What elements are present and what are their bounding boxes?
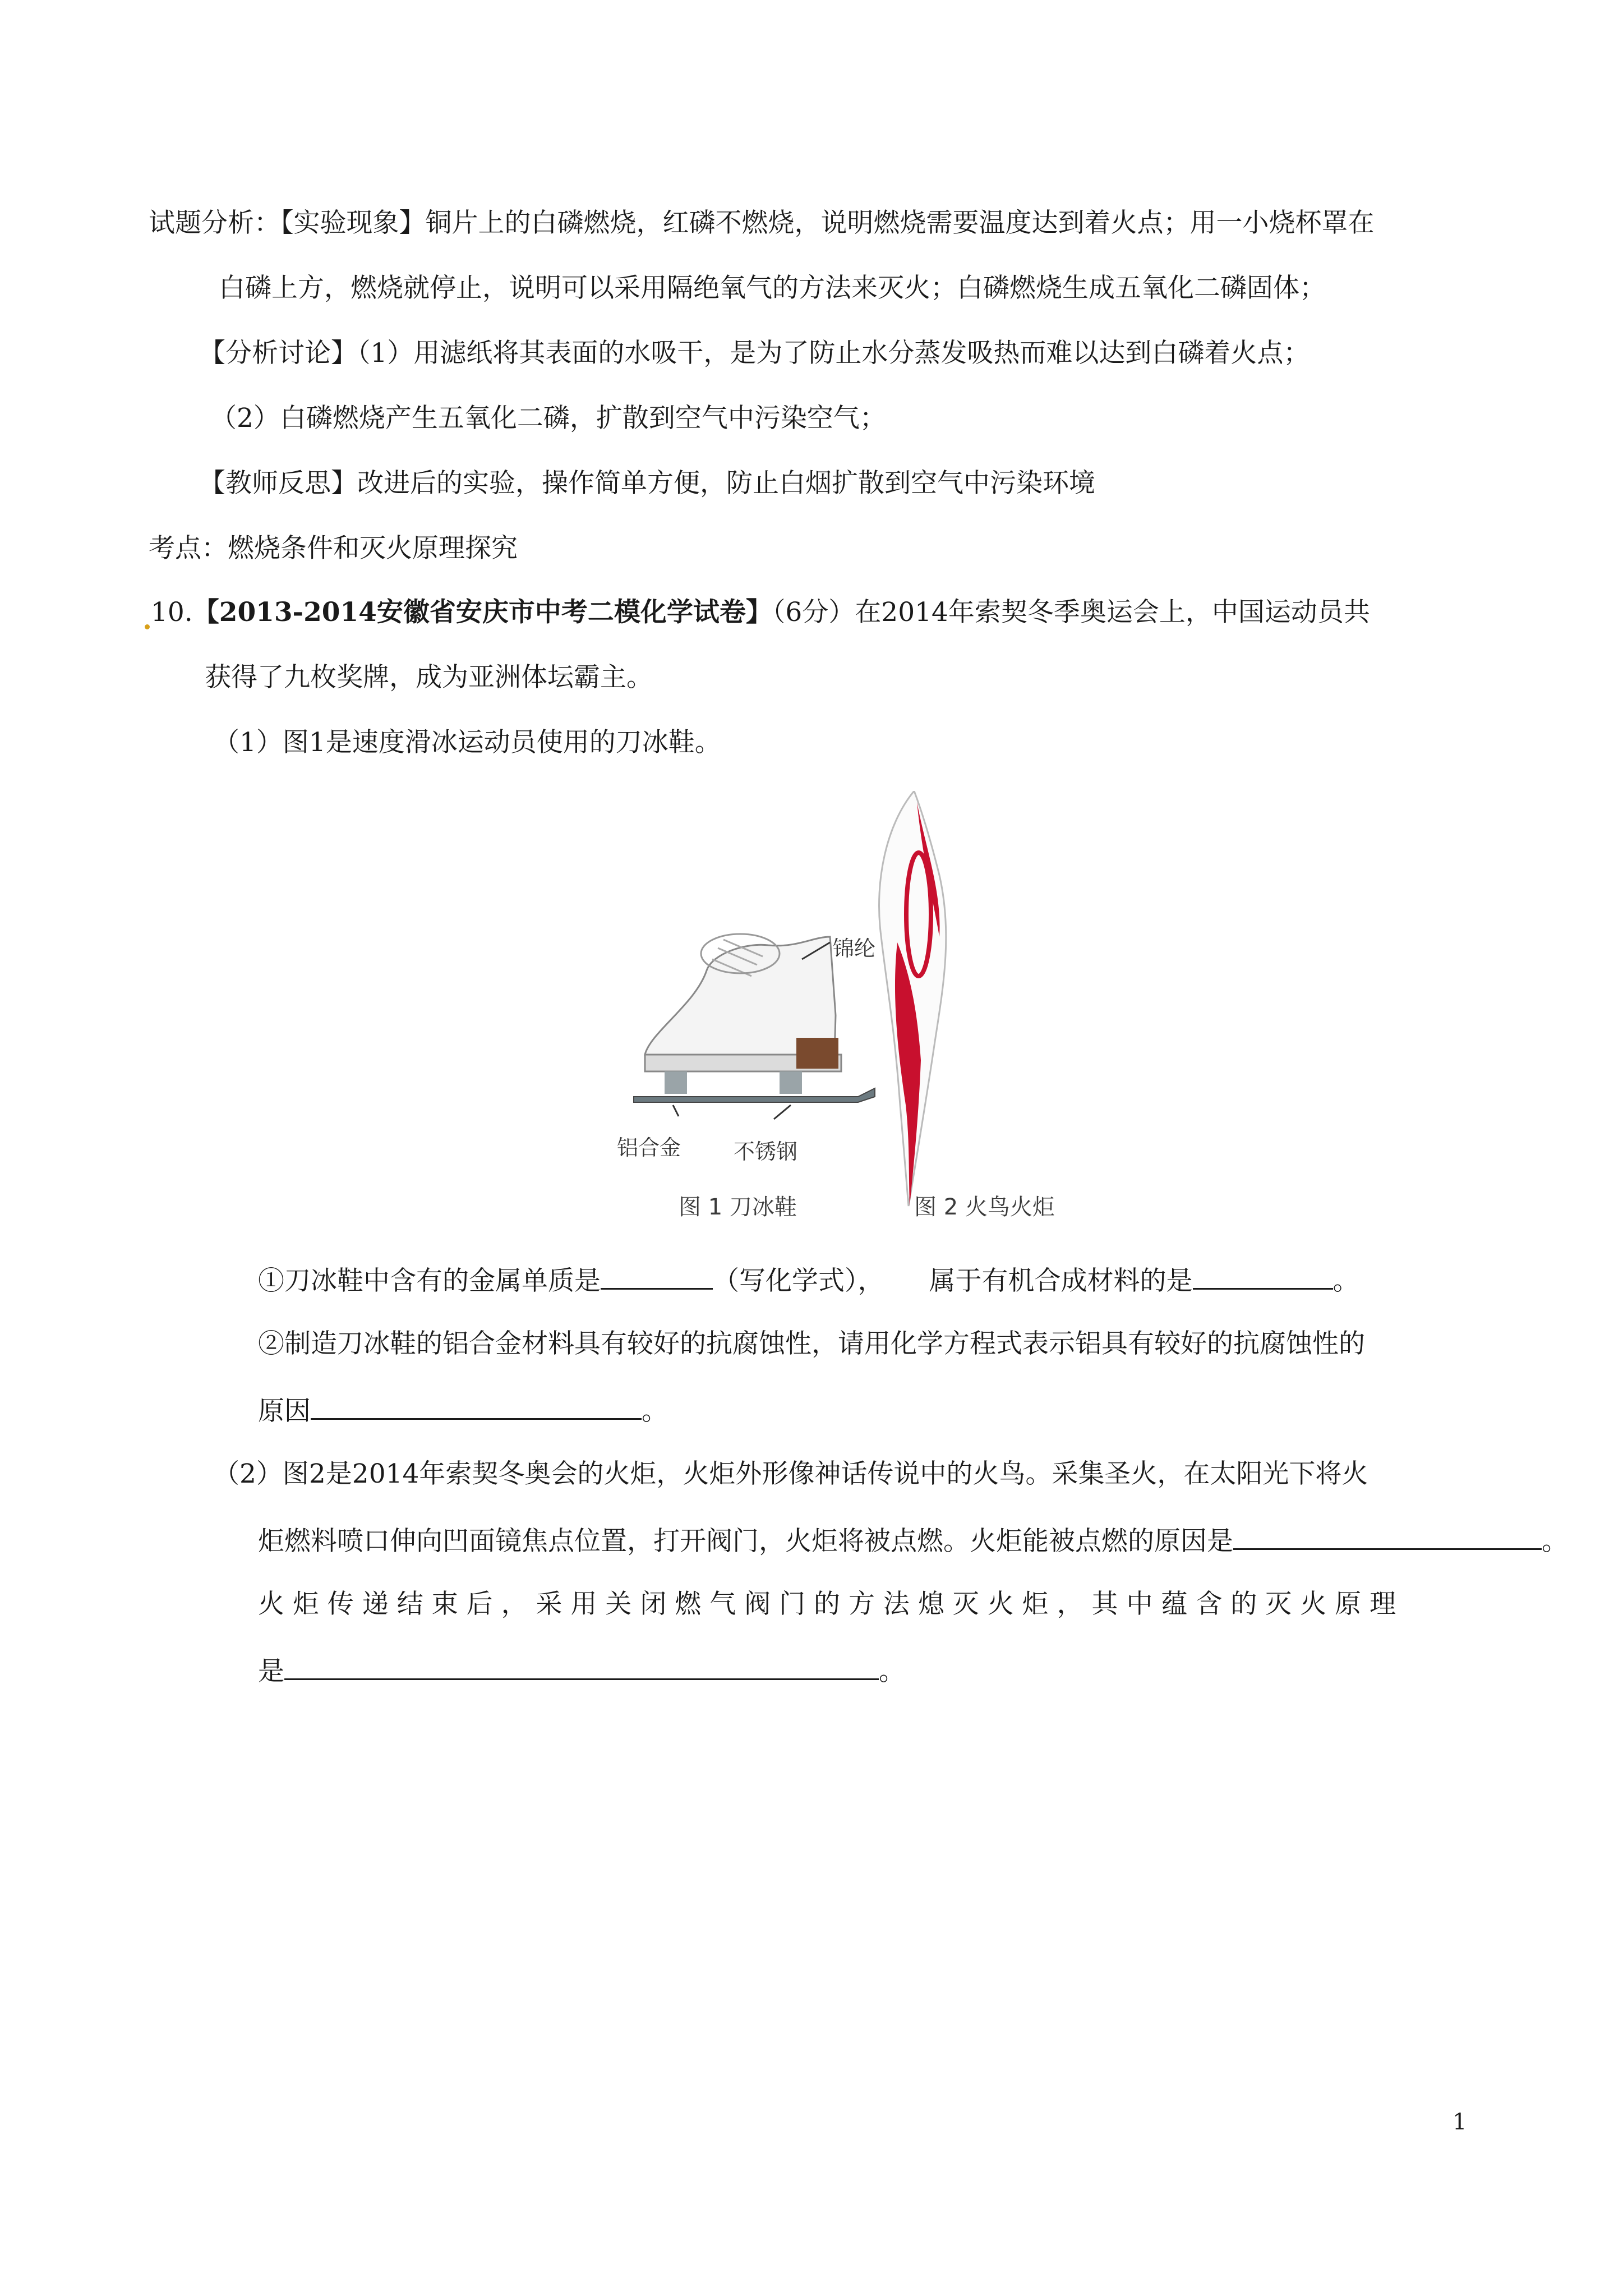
figure-skate-and-torch	[611, 791, 1094, 1228]
q1b-end: 。	[642, 1396, 668, 1427]
question-intro: （6分）在2014年索契冬季奥运会上，中国运动员共	[772, 597, 1370, 628]
part2-line4-end: 。	[879, 1656, 905, 1687]
part2-line-1: （2）图2是2014年索契冬奥会的火炬，火炬外形像神话传说中的火鸟。采集圣火，在太阳光下将火	[213, 1458, 1368, 1489]
analysis-line-2: 白磷上方，燃烧就停止，说明可以采用隔绝氧气的方法来灭火；白磷燃烧生成五氧化二磷固体；	[219, 273, 1326, 303]
answer-blank-metal[interactable]	[601, 1262, 713, 1290]
answer-blank-ignite[interactable]	[1233, 1522, 1542, 1550]
analysis-line-1: 试题分析：【实验现象】铜片上的白磷燃烧，红磷不燃烧，说明燃烧需要温度达到着火点；用一小烧杯罩在	[149, 208, 1375, 238]
part2-line4-prefix: 是	[258, 1656, 284, 1687]
q1a-line	[258, 1262, 1359, 1298]
torch-image	[879, 791, 946, 1206]
q1a-prefix: ①刀冰鞋中含有的金属单质是	[258, 1266, 601, 1296]
answer-blank-principle[interactable]	[284, 1653, 879, 1680]
question-header	[145, 596, 1370, 629]
part1-title: （1）图1是速度滑冰运动员使用的刀冰鞋。	[213, 727, 721, 758]
q1a-end: 。	[1332, 1266, 1359, 1296]
part2-line-4	[258, 1653, 905, 1688]
analysis-line-4: （2）白磷燃烧产生五氧化二磷，扩散到空气中污染空气；	[210, 403, 886, 434]
answer-blank-reason[interactable]	[311, 1392, 642, 1420]
part2-line2-end: 。	[1542, 1526, 1568, 1557]
question-number: 10.	[151, 597, 193, 628]
part2-line-2	[258, 1522, 1568, 1558]
figure-illustration	[611, 791, 1094, 1228]
caption-figure-2: 图 2 火鸟火炬	[914, 1194, 1055, 1220]
q1a-mid2: 属于有机合成材料的是	[929, 1266, 1193, 1296]
analysis-line-3: 【分析讨论】（1）用滤纸将其表面的水吸干，是为了防止水分蒸发吸热而难以达到白磷着火点；	[199, 338, 1310, 369]
kaodian-line: 考点：燃烧条件和灭火原理探究	[149, 533, 518, 564]
q1b-prefix: 原因	[258, 1396, 311, 1427]
question-source: 【2013-2014安徽省安庆市中考二模化学试卷】	[192, 597, 772, 628]
marker-dot	[145, 624, 150, 629]
answer-blank-synthetic[interactable]	[1193, 1262, 1333, 1290]
q1b-line-2	[258, 1392, 668, 1428]
q1b-line-1: ②制造刀冰鞋的铝合金材料具有较好的抗腐蚀性，请用化学方程式表示铝具有较好的抗腐蚀性的	[258, 1328, 1365, 1359]
label-stainless-steel: 不锈钢	[734, 1139, 798, 1164]
label-nylon: 锦纶	[833, 936, 876, 961]
page-number: 1	[1453, 2109, 1467, 2135]
q1a-mid: （写化学式），	[713, 1266, 884, 1296]
label-aluminum-alloy: 铝合金	[617, 1135, 681, 1160]
part2-line-3: 火 炬 传 递 结 束 后 ， 采 用 关 闭 燃 气 阀 门 的 方 法 熄 灭 火 炬 ， 其 中 蕴 含 的 灭 火 原 理	[258, 1589, 1396, 1619]
question-intro-2: 获得了九枚奖牌，成为亚洲体坛霸主。	[205, 662, 653, 693]
caption-figure-1: 图 1 刀冰鞋	[679, 1194, 797, 1220]
analysis-line-5: 【教师反思】改进后的实验，操作简单方便，防止白烟扩散到空气中污染环境	[199, 468, 1095, 499]
part2-line2-prefix: 炬燃料喷口伸向凹面镜焦点位置，打开阀门，火炬将被点燃。火炬能被点燃的原因是	[258, 1526, 1233, 1557]
